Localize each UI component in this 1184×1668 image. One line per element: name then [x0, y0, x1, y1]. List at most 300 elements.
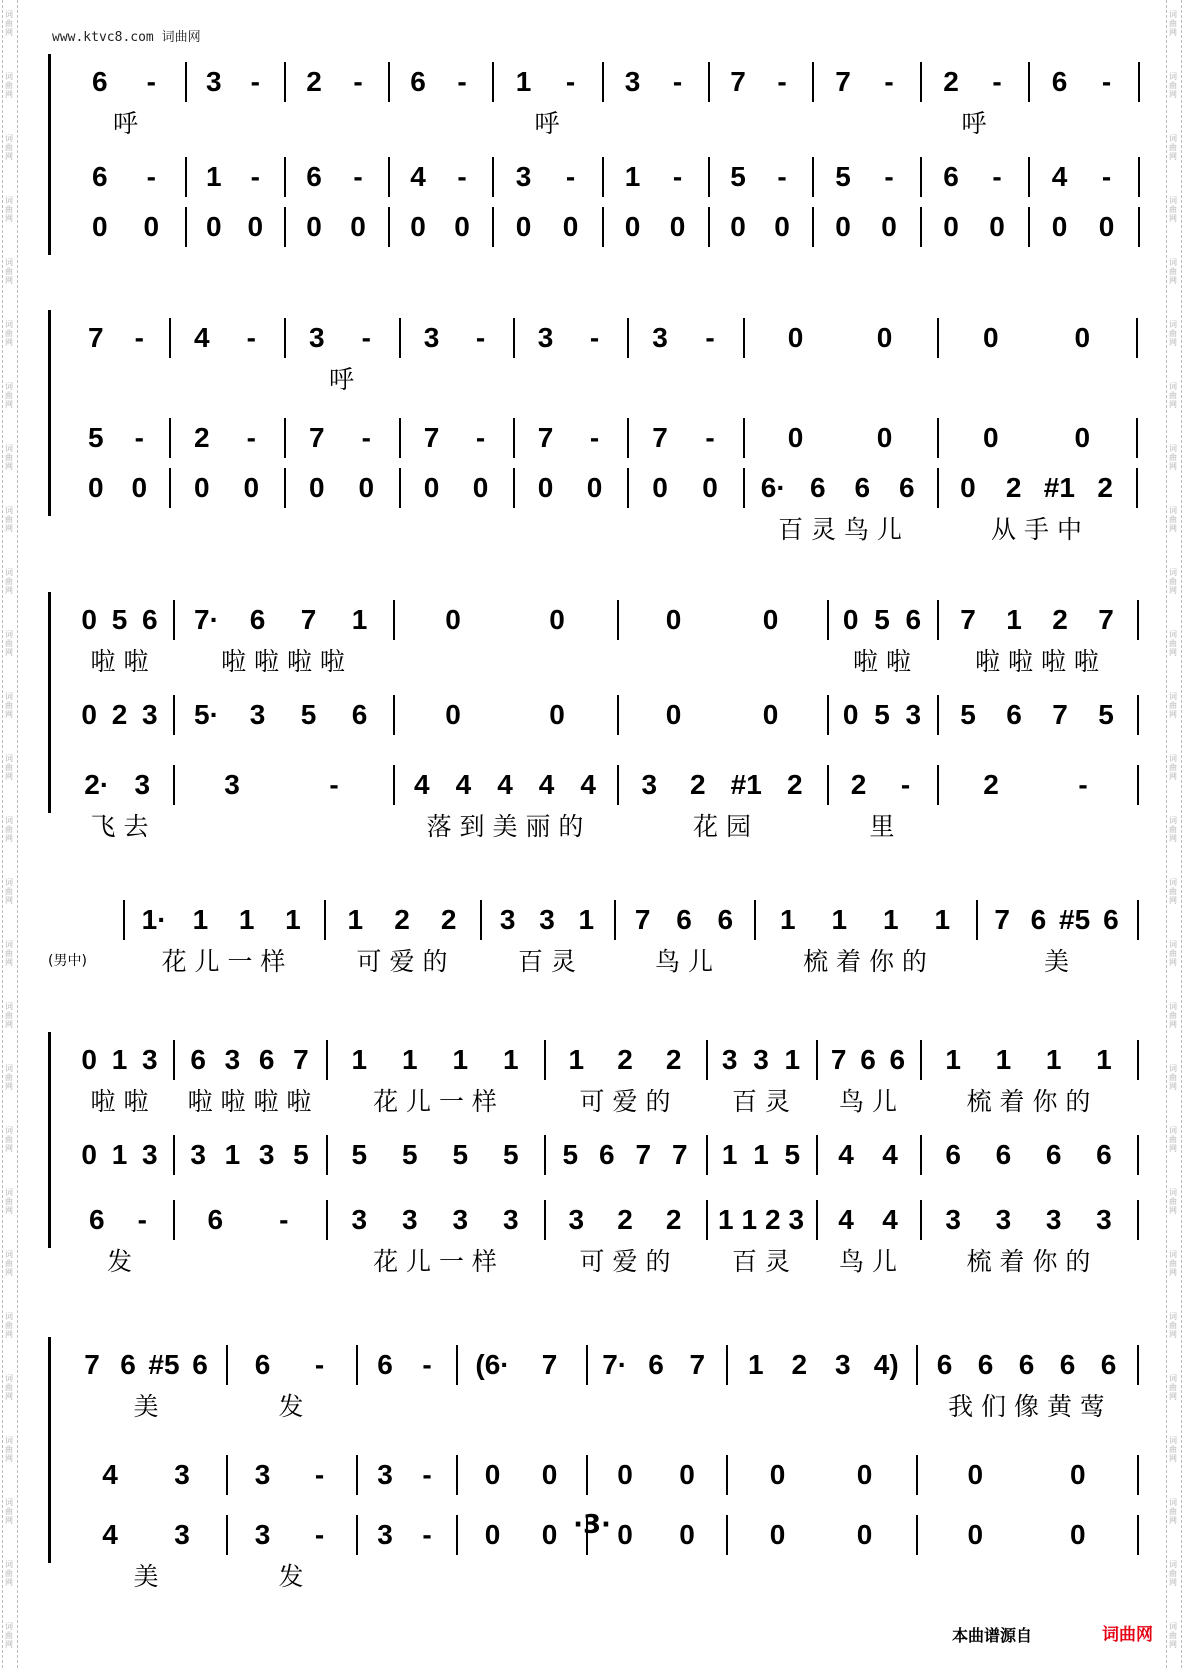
note-number: 3 [753, 1044, 769, 1075]
note-number: 0 [787, 422, 804, 453]
barline [726, 1345, 728, 1385]
note-number: 2 [665, 1044, 682, 1075]
lyric-text: 发 [278, 1562, 304, 1591]
note-number: - [329, 769, 339, 800]
note-number: 1 [753, 1139, 769, 1170]
barline [602, 207, 604, 247]
barline [743, 468, 745, 508]
watermark-text: 词曲网 [1169, 1498, 1177, 1525]
note-number: 5 [87, 422, 104, 453]
note-number: - [246, 422, 256, 453]
barline [916, 1455, 918, 1495]
lyric-text: 鸟 儿 [839, 1087, 897, 1116]
note-number: 7 [730, 66, 746, 97]
staff-line [66, 1455, 1086, 1495]
watermark-text: 词曲网 [5, 1374, 13, 1401]
note-number: 7 [671, 1139, 688, 1170]
note-number: 0 [617, 1459, 633, 1490]
lyric-text: 鸟 儿 [839, 1247, 897, 1276]
note-number: 0 [982, 422, 999, 453]
note-number: 5 [562, 1139, 579, 1170]
note-number: 0 [515, 211, 532, 242]
note-number: 5· [194, 699, 219, 730]
watermark-text: 词曲网 [1169, 10, 1177, 37]
barline [393, 765, 395, 805]
watermark-text: 词曲网 [1169, 134, 1177, 161]
barline [169, 418, 171, 458]
note-number: 2 [1097, 472, 1113, 503]
note-number: 2 [394, 904, 410, 935]
note-number: - [777, 66, 787, 97]
lyric-text: 啦 啦 啦 啦 [187, 1087, 312, 1116]
note-number: 0 [876, 422, 893, 453]
note-number: - [884, 161, 894, 192]
barline [827, 695, 829, 735]
barline [284, 418, 286, 458]
barline [1136, 418, 1138, 458]
lyric-text: 啦 啦 啦 啦 [975, 647, 1099, 676]
note-number: 3 [249, 699, 266, 730]
watermark-text: 词曲网 [5, 630, 13, 657]
note-number: 0 [652, 472, 668, 503]
barline [326, 1200, 328, 1240]
watermark-text: 词曲网 [1169, 1250, 1177, 1277]
brand-logo[interactable]: 词曲网 [1102, 1625, 1153, 1645]
note-number: - [992, 66, 1002, 97]
lyric-text: 呼 [328, 365, 355, 394]
lyric-text: 发 [278, 1392, 304, 1421]
note-number: 6 [854, 472, 871, 503]
watermark-text: 词曲网 [5, 196, 13, 223]
note-number: 0 [702, 472, 718, 503]
barline [586, 1345, 588, 1385]
note-number: 3 [423, 322, 440, 353]
note-number: 1· [141, 904, 167, 935]
note-number: - [777, 161, 787, 192]
note-number: 6 [1045, 1139, 1062, 1170]
note-number: 3 [1096, 1204, 1112, 1235]
lyric-text: 美 [133, 1392, 159, 1421]
barline [356, 1455, 358, 1495]
note-number: 5 [874, 604, 890, 635]
note-number: 6 [1018, 1349, 1035, 1380]
note-number: 6 [91, 161, 108, 192]
lyric-text: 啦 啦 [90, 647, 149, 676]
note-number: 7 [537, 422, 554, 453]
note-number: 6 [905, 604, 922, 635]
note-number: 0 [989, 211, 1005, 242]
staff-line [66, 418, 1091, 458]
note-number: 6 [936, 1349, 953, 1380]
note-number: 1 [717, 1204, 734, 1235]
note-number: 0 [81, 1044, 97, 1075]
note-number: 0 [1098, 211, 1115, 242]
barline [169, 318, 171, 358]
note-number: 6 [120, 1349, 136, 1380]
lyric-text: 啦 啦 啦 啦 [221, 647, 345, 676]
watermark-text: 词曲网 [5, 1188, 13, 1215]
note-number: 2 [689, 769, 706, 800]
lyric-text: 美 [1043, 947, 1070, 976]
note-number: 1 [111, 1139, 128, 1170]
note-number: 7 [1052, 699, 1068, 730]
note-number: 0 [350, 211, 366, 242]
note-number: 2 [665, 1204, 682, 1235]
note-number: 6 [1100, 1349, 1117, 1380]
note-number: 6 [142, 604, 158, 635]
note-number: - [992, 161, 1002, 192]
lyric-text: 发 [106, 1247, 133, 1276]
note-number: 0 [960, 472, 976, 503]
barline [1138, 157, 1140, 197]
note-number: 6· [760, 472, 786, 503]
barline [326, 1135, 328, 1175]
note-number: 6 [598, 1139, 615, 1170]
note-number: 1 [238, 904, 255, 935]
barline [513, 468, 515, 508]
lyric-text: 里 [869, 812, 895, 841]
barline [284, 468, 286, 508]
watermark-text: 词曲网 [1169, 382, 1177, 409]
note-number: - [146, 66, 156, 97]
note-number: 1 [452, 1044, 469, 1075]
barline [1137, 695, 1139, 735]
note-number: 3 [624, 66, 641, 97]
note-number: 3 [995, 1204, 1012, 1235]
watermark-text: 词曲网 [1169, 72, 1177, 99]
watermark-text: 词曲网 [1169, 320, 1177, 347]
note-number: - [361, 322, 371, 353]
barline [920, 207, 922, 247]
note-number: 1 [224, 1139, 241, 1170]
watermark-text: 词曲网 [1169, 506, 1177, 533]
barline [627, 418, 629, 458]
staff-line [66, 62, 1112, 138]
note-number: 6 [1059, 1349, 1076, 1380]
note-number: 5 [351, 1139, 368, 1170]
note-number: 1 [502, 1044, 519, 1075]
lyric-text: 飞 去 [90, 812, 149, 841]
barline [324, 900, 326, 940]
score-system [48, 1345, 1117, 1605]
note-number: 0 [943, 211, 959, 242]
note-number: 1 [995, 1044, 1012, 1075]
barline [602, 157, 604, 197]
barline [743, 418, 745, 458]
note-number: - [146, 161, 156, 192]
note-number: 5 [452, 1139, 469, 1170]
watermark-text: 词曲网 [1169, 940, 1177, 967]
barline [1137, 1200, 1139, 1240]
note-number: 1 [624, 161, 641, 192]
note-number: 3 [788, 1204, 805, 1235]
barline [456, 1455, 458, 1495]
watermark-text: 词曲网 [5, 134, 13, 161]
note-number: 4 [838, 1139, 854, 1170]
barline [388, 157, 390, 197]
note-number: - [246, 322, 256, 353]
note-number: 6 [377, 1349, 393, 1380]
site-url[interactable]: www.ktvc8.com 词曲网 [52, 30, 201, 45]
barline [284, 157, 286, 197]
note-number: 0 [669, 211, 686, 242]
note-number: - [422, 1349, 432, 1380]
note-number: 7 [541, 1349, 558, 1380]
note-number: 6 [192, 1349, 208, 1380]
note-number: 1 [568, 1044, 585, 1075]
barline [920, 62, 922, 102]
watermark-text: 词曲网 [5, 878, 13, 905]
note-number: 5 [401, 1139, 418, 1170]
note-number: 3 [945, 1204, 961, 1235]
lyric-text: 可 爱 的 [356, 947, 448, 976]
barline [937, 418, 939, 458]
barline [706, 1200, 708, 1240]
lyric-text: 呼 [534, 109, 560, 138]
barline [1137, 765, 1139, 805]
barline [284, 62, 286, 102]
score-system [48, 1040, 1112, 1290]
note-number: 2· [84, 769, 110, 800]
note-number: 0 [410, 211, 426, 242]
barline [937, 695, 939, 735]
system-bracket [48, 310, 59, 516]
barline [754, 900, 756, 940]
note-number: 6 [809, 472, 826, 503]
note-number: 6 [91, 66, 108, 97]
note-number: 6 [943, 161, 959, 192]
watermark-text: 词曲网 [5, 72, 13, 99]
note-number: 0 [247, 211, 264, 242]
note-number: 0 [537, 472, 554, 503]
note-number: 0 [665, 699, 682, 730]
barline [916, 1345, 918, 1385]
note-number: 0 [308, 472, 325, 503]
note-number: - [1101, 161, 1112, 192]
barline [356, 1345, 358, 1385]
barline [706, 1040, 708, 1080]
note-number: 0 [243, 472, 260, 503]
lyric-text: 鸟 儿 [655, 947, 713, 976]
score-system [48, 62, 1115, 297]
barline [480, 900, 482, 940]
system-bracket [48, 54, 59, 255]
note-number: 1 [1006, 604, 1022, 635]
note-number: 3 [515, 161, 532, 192]
barline [544, 1200, 546, 1240]
staff-line [66, 318, 1091, 394]
note-number: - [672, 161, 683, 192]
barline [816, 1135, 818, 1175]
lyric-text: 可 爱 的 [579, 1247, 671, 1276]
note-number: 6 [249, 604, 266, 635]
note-number: 0 [856, 1459, 873, 1490]
note-number: 2 [1005, 472, 1022, 503]
barline [226, 1455, 228, 1495]
lyric-text: 百 灵 [732, 1087, 790, 1116]
score-system [48, 600, 1114, 855]
watermark-text: 词曲网 [5, 1312, 13, 1339]
note-number: 1 [351, 1044, 368, 1075]
note-number: 1 [784, 1044, 801, 1075]
note-number: 3 [502, 1204, 519, 1235]
barline [173, 765, 175, 805]
watermark-text: 词曲网 [1169, 630, 1177, 657]
staff-line [66, 1345, 1117, 1421]
note-number: - [250, 66, 260, 97]
note-number: 1 [934, 904, 951, 935]
note-number: 3 [190, 1139, 206, 1170]
note-number: - [250, 161, 260, 192]
note-number: 1 [578, 904, 595, 935]
barline [226, 1345, 228, 1385]
note-number: 5 [1098, 699, 1114, 730]
watermark-text: 词曲网 [5, 444, 13, 471]
note-number: 0 [881, 211, 897, 242]
note-number: 1 [351, 604, 368, 635]
note-number: 1 [347, 904, 364, 935]
barline [492, 62, 494, 102]
note-number: #5 [1059, 904, 1091, 935]
barline [1136, 468, 1138, 508]
note-number: 7 [830, 1044, 847, 1075]
note-number: 1 [741, 1204, 758, 1235]
barline [708, 157, 710, 197]
watermark-text: 词曲网 [5, 506, 13, 533]
note-number: 3 [1045, 1204, 1062, 1235]
note-number: 0 [835, 211, 851, 242]
watermark-text: 词曲网 [5, 816, 13, 843]
lyric-text: 花 儿 一 样 [373, 1087, 497, 1116]
barline [173, 1200, 175, 1240]
note-number: 0 [81, 699, 97, 730]
barline [388, 62, 390, 102]
note-number: 2 [306, 66, 322, 97]
note-number: 3 [641, 769, 658, 800]
note-number: 1 [205, 161, 222, 192]
barline [816, 1040, 818, 1080]
barline [492, 157, 494, 197]
note-number: #1 [730, 769, 762, 800]
watermark-text: 词曲网 [5, 382, 13, 409]
note-number: 0 [358, 472, 375, 503]
note-number: 0 [81, 1139, 97, 1170]
note-number: 6 [1096, 1139, 1112, 1170]
note-number: 3 [142, 1044, 158, 1075]
note-number: 6 [717, 904, 734, 935]
note-number: 0 [193, 472, 210, 503]
note-number: 3 [452, 1204, 469, 1235]
note-number: 6 [207, 1204, 224, 1235]
note-number: 4 [538, 769, 555, 800]
note-number: 6 [995, 1139, 1012, 1170]
note-number: 7 [960, 604, 976, 635]
note-number: 5 [784, 1139, 801, 1170]
note-number: 4 [882, 1139, 898, 1170]
barline [827, 600, 829, 640]
staff-line [66, 468, 1113, 544]
note-number: - [137, 1204, 147, 1235]
note-number: 2 [193, 422, 210, 453]
barline [812, 62, 814, 102]
note-number: 7· [194, 604, 219, 635]
note-number: 3 [539, 904, 555, 935]
note-number: 7 [423, 422, 440, 453]
note-number: 2 [983, 769, 999, 800]
barline [185, 207, 187, 247]
watermark-text: 词曲网 [5, 1002, 13, 1029]
note-number: 0 [423, 472, 440, 503]
note-number: 0 [982, 322, 999, 353]
barline [937, 600, 939, 640]
note-number: - [314, 1459, 325, 1490]
note-number: 0 [81, 604, 97, 635]
note-number: 1 [779, 904, 796, 935]
barline [393, 600, 395, 640]
note-number: #5 [148, 1349, 180, 1380]
note-number: - [672, 66, 683, 97]
lyric-text: 从 手 中 [991, 515, 1082, 544]
barline [586, 1455, 588, 1495]
barline [937, 318, 939, 358]
note-number: 0 [1074, 422, 1091, 453]
lyric-text: 梳 着 你 的 [803, 947, 927, 976]
note-number: 3 [499, 904, 516, 935]
note-number: 4 [580, 769, 596, 800]
note-number: 6 [410, 66, 426, 97]
staff-line [66, 207, 1115, 247]
note-number: 0 [87, 472, 104, 503]
barline [827, 765, 829, 805]
note-number: 7 [835, 66, 851, 97]
watermark-text: 词曲网 [1169, 1560, 1177, 1587]
staff-line [66, 1040, 1112, 1116]
note-number: 3 [142, 1139, 158, 1170]
note-number: 3 [174, 1459, 190, 1490]
watermark-text: 词曲网 [1169, 258, 1177, 285]
watermark-text: 词曲网 [1169, 444, 1177, 471]
staff-line [66, 1135, 1112, 1175]
barline [513, 418, 515, 458]
note-number: 0 [205, 211, 222, 242]
note-number: - [314, 1519, 325, 1550]
watermark-text: 词曲网 [5, 10, 13, 37]
note-number: 6 [977, 1349, 994, 1380]
note-number: - [589, 322, 600, 353]
note-number: 5 [730, 161, 746, 192]
watermark-text: 词曲网 [5, 320, 13, 347]
barline [602, 62, 604, 102]
barline [173, 600, 175, 640]
barline [513, 318, 515, 358]
note-number: 7 [994, 904, 1010, 935]
barline [1136, 318, 1138, 358]
lyric-text: 可 爱 的 [579, 1087, 671, 1116]
note-number: 4 [882, 1204, 898, 1235]
note-number: 7 [84, 1349, 100, 1380]
note-number: 6 [1006, 699, 1022, 730]
note-number: 0 [774, 211, 790, 242]
barline [1137, 1455, 1139, 1495]
note-number: 4 [102, 1519, 118, 1550]
barline [708, 62, 710, 102]
barline [1137, 900, 1139, 940]
note-number: - [422, 1459, 432, 1490]
note-number: 0 [549, 699, 565, 730]
note-number: 1 [401, 1044, 418, 1075]
note-number: 4 [838, 1204, 854, 1235]
watermark-text: 词曲网 [1169, 1064, 1177, 1091]
